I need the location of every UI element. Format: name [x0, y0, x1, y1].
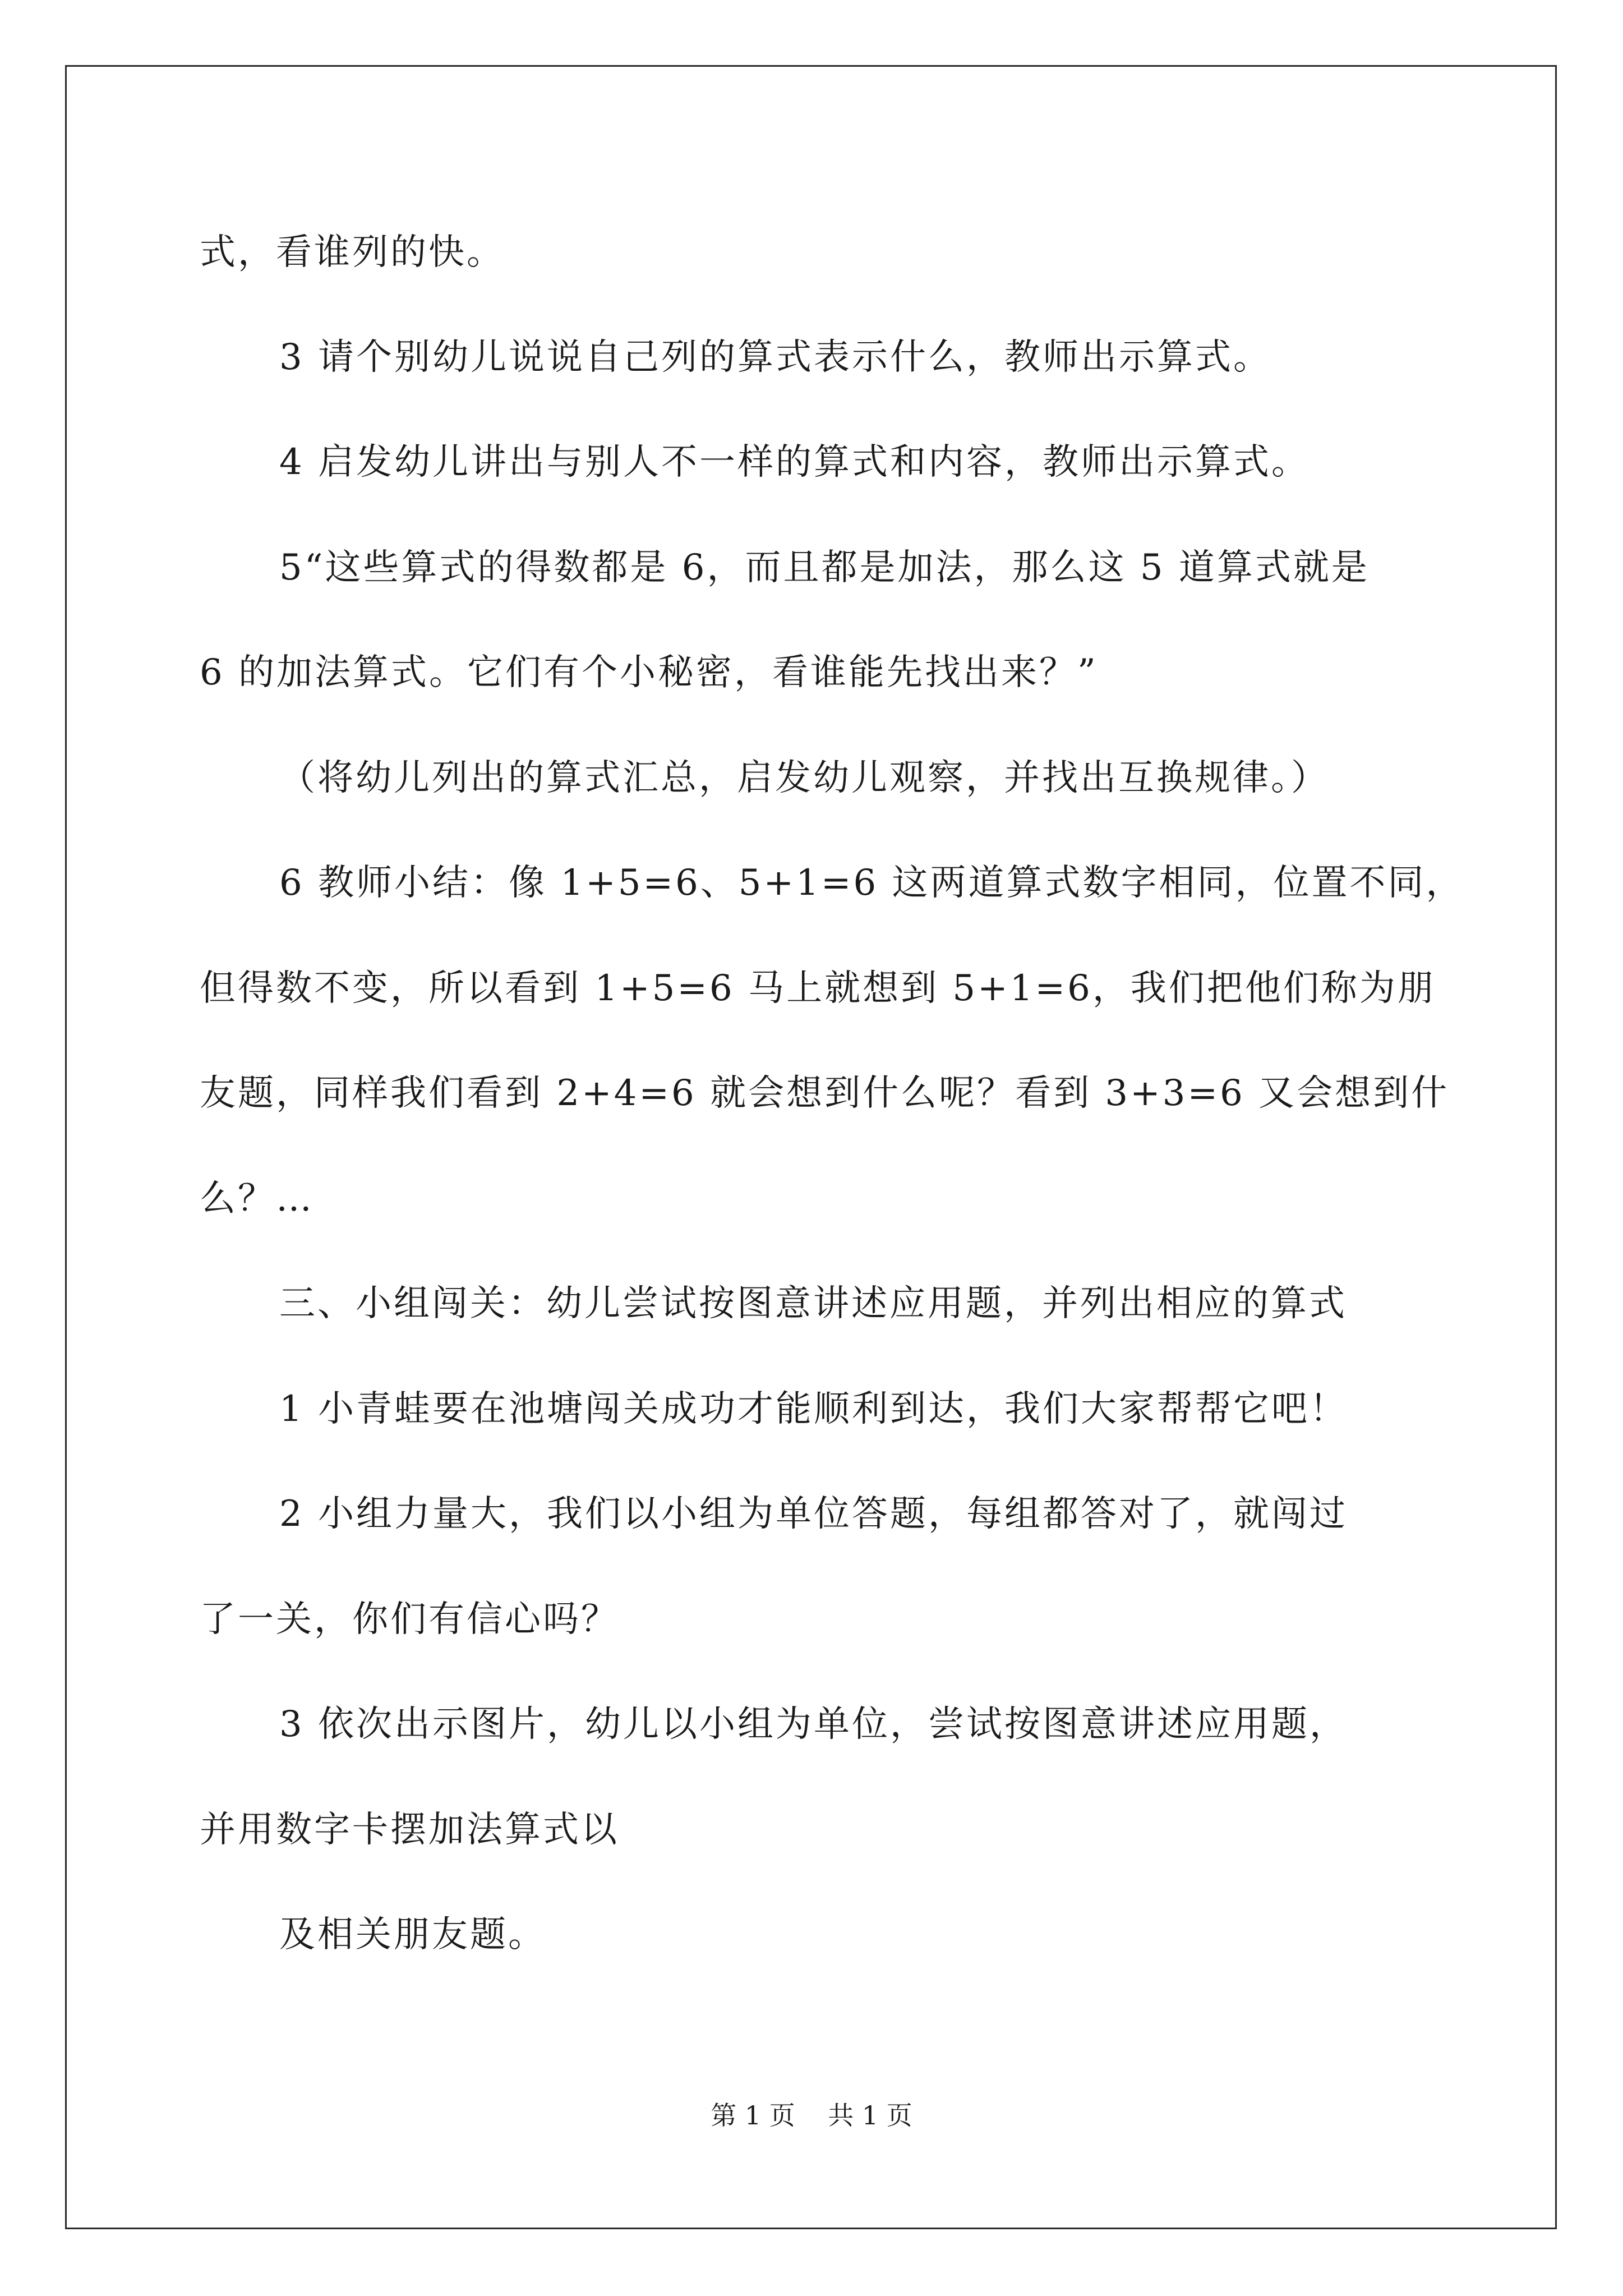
text-line: 6 教师小结：像 1+5=6、5+1=6 这两道算式数字相同，位置不同，	[279, 862, 1464, 904]
text-line: 3 请个别幼儿说说自己列的算式表示什么，教师出示算式。	[279, 337, 1272, 378]
text-line: 友题，同样我们看到 2+4=6 就会想到什么呢？看到 3+3=6 又会想到什	[200, 1073, 1450, 1114]
text-line: 了一关，你们有信心吗？	[200, 1599, 619, 1640]
text-line: 但得数不变，所以看到 1+5=6 马上就想到 5+1=6，我们把他们称为朋	[200, 968, 1436, 1009]
page-number: 第 1 页 共 1 页	[711, 2100, 912, 2131]
text-line: 式，看谁列的快。	[200, 232, 505, 273]
text-line: 并用数字卡摆加法算式以	[200, 1809, 619, 1851]
page-border	[65, 65, 1557, 2229]
text-line: 1 小青蛙要在池塘闯关成功才能顺利到达，我们大家帮帮它吧！	[279, 1388, 1348, 1430]
text-line: 3 依次出示图片，幼儿以小组为单位，尝试按图意讲述应用题，	[279, 1704, 1348, 1745]
text-line: 2 小组力量大，我们以小组为单位答题，每组都答对了，就闯过	[279, 1493, 1348, 1535]
text-line: （将幼儿列出的算式汇总，启发幼儿观察，并找出互换规律。）	[279, 757, 1329, 799]
text-line: 6 的加法算式。它们有个小秘密，看谁能先找出来？”	[200, 652, 1098, 693]
text-line: 么？…	[200, 1178, 314, 1220]
text-line: 5“这些算式的得数都是 6，而且都是加法，那么这 5 道算式就是	[279, 547, 1370, 588]
text-line: 三、小组闯关：幼儿尝试按图意讲述应用题，并列出相应的算式	[279, 1283, 1347, 1324]
text-line: 及相关朋友题。	[279, 1914, 546, 1955]
text-line: 4 启发幼儿讲出与别人不一样的算式和内容，教师出示算式。	[279, 441, 1310, 483]
